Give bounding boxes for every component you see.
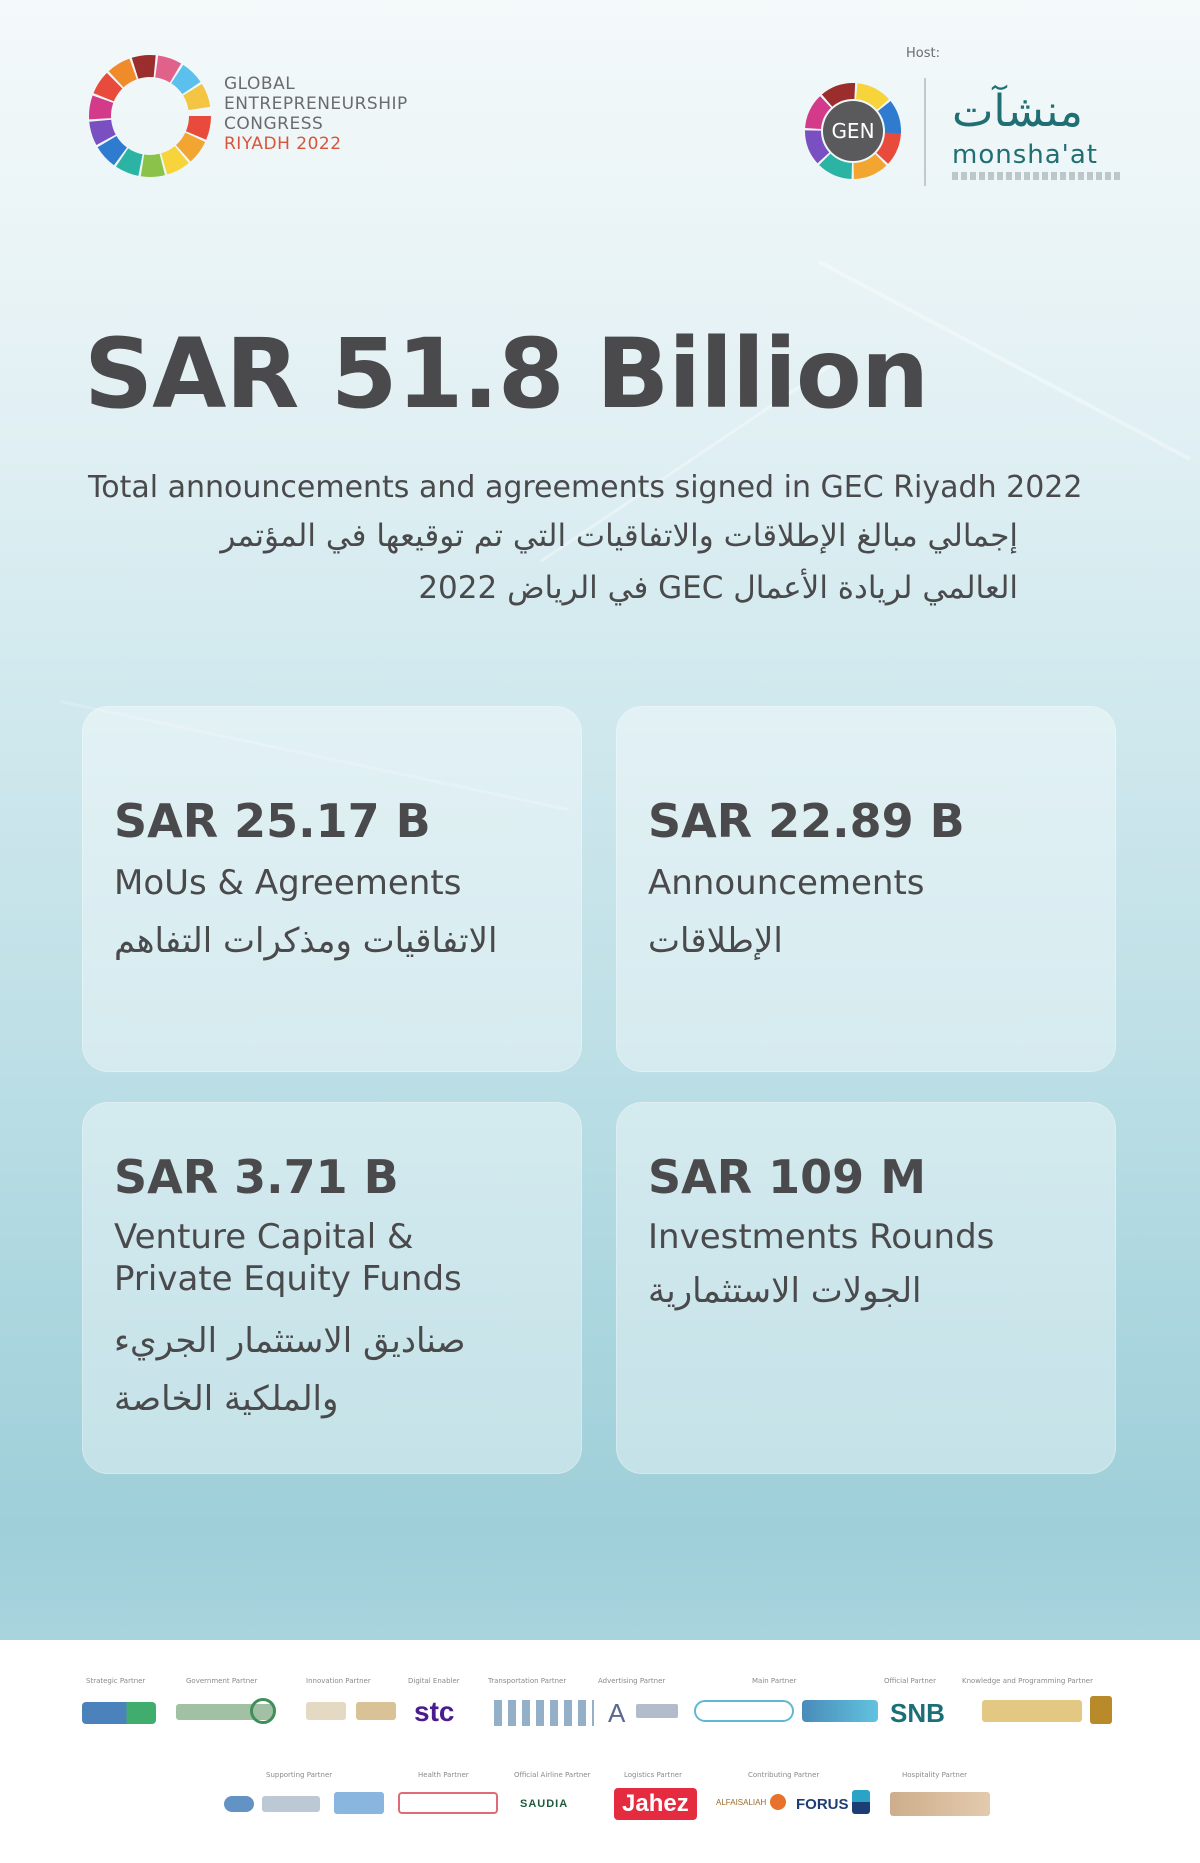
subtitle-arabic-line-1: إجمالي مبالغ الإطلاقات والاتفاقيات التي تم توقيعها في المؤتمر — [220, 518, 1018, 554]
stat-amount: SAR 22.89 B — [648, 794, 965, 848]
gec-line: ENTREPRENEURSHIP — [224, 94, 408, 114]
stat-label-en-line-1: Venture Capital & — [114, 1217, 414, 1257]
innovation-partner-logo-2 — [356, 1702, 396, 1720]
knowledge-partner-emblem-icon — [1090, 1696, 1112, 1724]
stat-card-mous — [82, 706, 582, 1072]
stat-label-en-line-2: Private Equity Funds — [114, 1259, 462, 1299]
monshaat-arabic-logo: منشآت — [952, 86, 1083, 137]
partner-label: Health Partner — [418, 1771, 469, 1779]
gec-line: GLOBAL — [224, 74, 296, 94]
supporting-partner-logo-2 — [262, 1796, 320, 1812]
alfaisaliah-logo: ALFAISALIAH — [716, 1798, 767, 1807]
partner-label: Logistics Partner — [624, 1771, 682, 1779]
monshaat-english-logo: monsha'at — [952, 140, 1098, 170]
contributing-partner-icon — [770, 1794, 786, 1810]
partner-label: Official Airline Partner — [514, 1771, 591, 1779]
stc-logo: stc — [414, 1696, 455, 1727]
subtitle-arabic-line-2: العالمي لريادة الأعمال GEC في الرياض 2022 — [418, 570, 1018, 606]
forus-logo: FORUS — [796, 1796, 849, 1813]
advertising-partner-wordmark — [636, 1704, 678, 1718]
gec-ring-logo — [86, 52, 214, 180]
partner-label: Digital Enabler — [408, 1677, 460, 1685]
contributing-partner-icon-2 — [852, 1790, 870, 1814]
gec-line-year: RIYADH 2022 — [224, 134, 342, 154]
gec-line: CONGRESS — [224, 114, 324, 134]
stat-amount: SAR 3.71 B — [114, 1150, 399, 1204]
partner-label: Government Partner — [186, 1677, 258, 1685]
innovation-partner-logo — [306, 1702, 346, 1720]
partner-label: Advertising Partner — [598, 1677, 666, 1685]
partner-label: Hospitality Partner — [902, 1771, 968, 1779]
hospitality-partner-logo — [890, 1792, 990, 1816]
jahez-logo: Jahez — [614, 1788, 697, 1820]
stat-amount: SAR 25.17 B — [114, 794, 431, 848]
advertising-partner-logo: A — [608, 1698, 626, 1728]
government-emblem-icon — [250, 1698, 276, 1724]
stat-card-announcements — [616, 706, 1116, 1072]
aramco-logo — [82, 1702, 156, 1724]
knowledge-partner-logo — [982, 1700, 1082, 1722]
saudia-logo: SAUDIA — [520, 1798, 569, 1810]
partner-label: Main Partner — [752, 1677, 797, 1685]
stat-card-investment-rounds — [616, 1102, 1116, 1474]
main-partner-logo-2 — [802, 1700, 878, 1722]
partner-label: Knowledge and Programming Partner — [962, 1677, 1093, 1685]
headline-total: SAR 51.8 Billion — [84, 318, 929, 430]
stat-label-ar: الإطلاقات — [648, 921, 783, 961]
partners-strip — [0, 1640, 1200, 1863]
partner-label: Supporting Partner — [266, 1771, 333, 1779]
stat-label-en: Announcements — [648, 863, 925, 903]
main-partner-logo-1 — [694, 1700, 794, 1722]
gen-text: GEN — [831, 119, 875, 143]
partner-label: Contributing Partner — [748, 1771, 820, 1779]
gec-wordmark — [224, 74, 408, 154]
partner-label: Strategic Partner — [86, 1677, 146, 1685]
stat-card-vc-pe — [82, 1102, 582, 1474]
health-partner-logo — [398, 1792, 498, 1814]
supporting-partner-logo-1 — [224, 1796, 254, 1812]
partner-label: Transportation Partner — [488, 1677, 567, 1685]
host-divider — [924, 78, 926, 186]
partner-label: Official Partner — [884, 1677, 936, 1685]
partner-label: Innovation Partner — [306, 1677, 371, 1685]
transportation-partner-logo — [494, 1700, 594, 1726]
gen-logo — [804, 82, 902, 180]
subtitle-english: Total announcements and agreements signed in GEC Riyadh 2022 — [88, 470, 1083, 505]
stat-label-ar-line-2: والملكية الخاصة — [114, 1379, 339, 1419]
supporting-partner-logo-3 — [334, 1792, 384, 1814]
stat-label-ar-line-1: صناديق الاستثمار الجريء — [114, 1321, 466, 1361]
stat-label-ar: الجولات الاستثمارية — [648, 1271, 922, 1311]
stat-amount: SAR 109 M — [648, 1150, 926, 1204]
snb-logo: SNB — [890, 1698, 945, 1728]
monshaat-tagline — [952, 172, 1122, 180]
stat-label-en: MoUs & Agreements — [114, 863, 462, 903]
stat-label-en: Investments Rounds — [648, 1217, 995, 1257]
host-label: Host: — [906, 46, 940, 61]
stat-label-ar: الاتفاقيات ومذكرات التفاهم — [114, 921, 498, 961]
